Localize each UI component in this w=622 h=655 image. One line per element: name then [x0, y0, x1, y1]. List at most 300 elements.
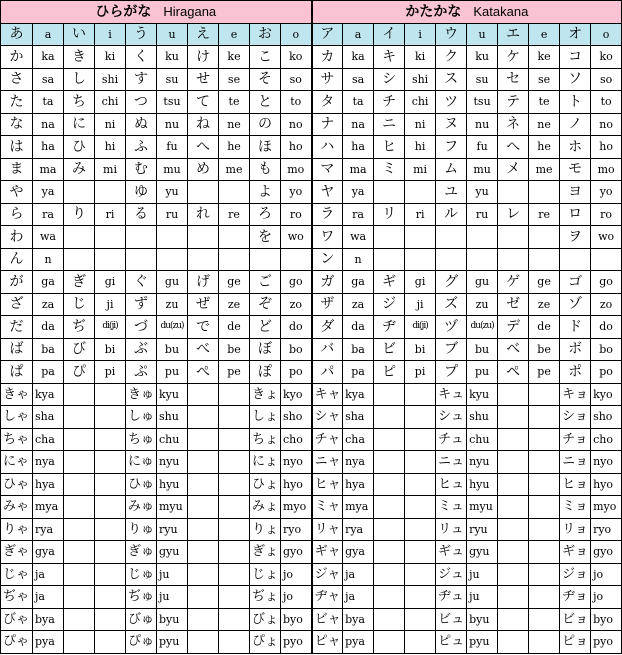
empty-cell	[498, 428, 529, 451]
kana-cell: テ	[498, 91, 529, 114]
empty-cell	[188, 428, 219, 451]
romaji-cell: a	[33, 23, 64, 46]
romaji-cell: ze	[219, 293, 250, 316]
empty-cell	[405, 608, 436, 631]
kana-cell: ヒ	[374, 136, 405, 159]
kana-row	[1, 181, 622, 204]
kana-cell: ヒャ	[312, 473, 343, 496]
kana-cell: ヒョ	[560, 473, 591, 496]
kana-row	[1, 293, 622, 316]
romaji-cell: ja	[343, 563, 374, 586]
romaji-cell: bi	[405, 338, 436, 361]
kana-cell: ぐ	[126, 271, 157, 294]
romaji-cell: du(zu)	[467, 316, 498, 339]
empty-cell	[95, 518, 126, 541]
empty-cell	[64, 608, 95, 631]
romaji-cell: jo	[281, 563, 312, 586]
kana-cell: キャ	[312, 383, 343, 406]
empty-cell	[219, 428, 250, 451]
romaji-cell: byu	[467, 608, 498, 631]
romaji-cell	[405, 226, 436, 249]
kana-row	[1, 248, 622, 271]
empty-cell	[188, 608, 219, 631]
kana-cell	[436, 248, 467, 271]
kana-cell: ロ	[560, 203, 591, 226]
romaji-cell: zu	[157, 293, 188, 316]
romaji-cell: go	[591, 271, 622, 294]
kana-cell: ざ	[1, 293, 33, 316]
romaji-cell: be	[529, 338, 560, 361]
romaji-cell: chi	[95, 91, 126, 114]
kana-cell: げ	[188, 271, 219, 294]
empty-cell	[374, 383, 405, 406]
romaji-cell: sha	[343, 406, 374, 429]
kana-cell: ホ	[560, 136, 591, 159]
kana-cell: ム	[436, 158, 467, 181]
romaji-cell: ja	[33, 586, 64, 609]
empty-cell	[405, 631, 436, 654]
empty-cell	[219, 541, 250, 564]
romaji-cell: nu	[467, 113, 498, 136]
kana-cell: リャ	[312, 518, 343, 541]
kana-cell: ル	[436, 203, 467, 226]
romaji-cell: nya	[343, 451, 374, 474]
romaji-cell: da	[33, 316, 64, 339]
kana-cell: パ	[312, 361, 343, 384]
romaji-cell: he	[219, 136, 250, 159]
kana-cell: ジャ	[312, 563, 343, 586]
kana-cell: しゃ	[1, 406, 33, 429]
kana-cell: にょ	[250, 451, 281, 474]
kana-cell: ヂャ	[312, 586, 343, 609]
kana-cell	[374, 181, 405, 204]
empty-cell	[95, 631, 126, 654]
romaji-cell: kya	[343, 383, 374, 406]
romaji-cell: du(zu)	[157, 316, 188, 339]
kana-cell: ぬ	[126, 113, 157, 136]
romaji-cell: ko	[591, 46, 622, 69]
youon-row	[1, 451, 622, 474]
romaji-cell: se	[219, 68, 250, 91]
kana-cell: つ	[126, 91, 157, 114]
kana-cell: ひ	[64, 136, 95, 159]
empty-cell	[95, 586, 126, 609]
kana-cell: にゅ	[126, 451, 157, 474]
romaji-cell: bo	[591, 338, 622, 361]
romaji-cell: pu	[157, 361, 188, 384]
romaji-cell: no	[591, 113, 622, 136]
romaji-cell: pa	[343, 361, 374, 384]
romaji-cell: hi	[95, 136, 126, 159]
kana-cell: ペ	[498, 361, 529, 384]
romaji-cell: he	[529, 136, 560, 159]
youon-row	[1, 428, 622, 451]
romaji-cell: chu	[157, 428, 188, 451]
kana-cell: ヤ	[312, 181, 343, 204]
kana-cell: ひゃ	[1, 473, 33, 496]
kana-cell: ほ	[250, 136, 281, 159]
kana-cell: チョ	[560, 428, 591, 451]
romaji-cell: mu	[157, 158, 188, 181]
romaji-cell: shu	[157, 406, 188, 429]
kana-cell: にゃ	[1, 451, 33, 474]
romaji-cell: zo	[281, 293, 312, 316]
kana-cell	[498, 226, 529, 249]
romaji-cell: gyo	[281, 541, 312, 564]
romaji-cell: re	[219, 203, 250, 226]
romaji-cell: ru	[467, 203, 498, 226]
kana-cell: あ	[1, 23, 33, 46]
empty-cell	[405, 586, 436, 609]
empty-cell	[498, 541, 529, 564]
romaji-cell: shu	[467, 406, 498, 429]
kana-cell: レ	[498, 203, 529, 226]
romaji-cell: go	[281, 271, 312, 294]
romaji-cell	[529, 248, 560, 271]
youon-row	[1, 541, 622, 564]
kana-cell: の	[250, 113, 281, 136]
kana-cell: ぼ	[250, 338, 281, 361]
romaji-cell: hi	[405, 136, 436, 159]
romaji-cell: gu	[467, 271, 498, 294]
romaji-cell: ni	[95, 113, 126, 136]
empty-cell	[64, 473, 95, 496]
kana-cell: ちょ	[250, 428, 281, 451]
empty-cell	[188, 586, 219, 609]
kana-cell: ギ	[374, 271, 405, 294]
kana-cell: ベ	[498, 338, 529, 361]
kana-cell: ど	[250, 316, 281, 339]
kana-cell: ビョ	[560, 608, 591, 631]
romaji-cell: gyu	[157, 541, 188, 564]
empty-cell	[498, 631, 529, 654]
romaji-cell: myo	[281, 496, 312, 519]
kana-row	[1, 203, 622, 226]
kana-cell: ぎ	[64, 271, 95, 294]
youon-row	[1, 406, 622, 429]
romaji-cell: ke	[219, 46, 250, 69]
kana-cell: と	[250, 91, 281, 114]
kana-cell	[126, 248, 157, 271]
kana-cell: べ	[188, 338, 219, 361]
romaji-cell: ma	[343, 158, 374, 181]
empty-cell	[405, 496, 436, 519]
empty-cell	[529, 383, 560, 406]
empty-cell	[188, 518, 219, 541]
kana-cell: だ	[1, 316, 33, 339]
kana-cell: む	[126, 158, 157, 181]
romaji-cell: jo	[281, 586, 312, 609]
empty-cell	[188, 383, 219, 406]
romaji-cell: myu	[157, 496, 188, 519]
kana-row	[1, 316, 622, 339]
romaji-cell: a	[343, 23, 374, 46]
romaji-cell: ku	[157, 46, 188, 69]
romaji-cell: de	[529, 316, 560, 339]
empty-cell	[529, 451, 560, 474]
empty-cell	[64, 451, 95, 474]
romaji-cell: ki	[405, 46, 436, 69]
romaji-cell	[95, 226, 126, 249]
romaji-cell: gyu	[467, 541, 498, 564]
romaji-cell: sha	[33, 406, 64, 429]
kana-cell: ご	[250, 271, 281, 294]
romaji-cell: cha	[343, 428, 374, 451]
kana-cell: ぺ	[188, 361, 219, 384]
empty-cell	[64, 428, 95, 451]
romaji-cell: cha	[33, 428, 64, 451]
kana-cell: ぶ	[126, 338, 157, 361]
empty-cell	[529, 563, 560, 586]
empty-cell	[405, 451, 436, 474]
empty-cell	[374, 541, 405, 564]
romaji-cell: se	[529, 68, 560, 91]
romaji-cell: pyo	[591, 631, 622, 654]
romaji-cell: n	[33, 248, 64, 271]
empty-cell	[64, 541, 95, 564]
kana-cell: みょ	[250, 496, 281, 519]
empty-cell	[529, 406, 560, 429]
romaji-cell: mya	[343, 496, 374, 519]
kana-cell: ヂ	[374, 316, 405, 339]
romaji-cell: u	[157, 23, 188, 46]
kana-cell: ノ	[560, 113, 591, 136]
kana-cell: ヂョ	[560, 586, 591, 609]
empty-cell	[498, 451, 529, 474]
romaji-cell: o	[281, 23, 312, 46]
kana-cell: ガ	[312, 271, 343, 294]
empty-cell	[529, 608, 560, 631]
empty-cell	[95, 608, 126, 631]
romaji-cell: di(ji)	[405, 316, 436, 339]
kana-row	[1, 158, 622, 181]
kana-cell: デ	[498, 316, 529, 339]
romaji-cell: pe	[219, 361, 250, 384]
romaji-cell: shi	[405, 68, 436, 91]
romaji-cell: gya	[33, 541, 64, 564]
empty-cell	[64, 383, 95, 406]
kana-cell: プ	[436, 361, 467, 384]
kana-cell: リ	[374, 203, 405, 226]
romaji-cell: de	[219, 316, 250, 339]
romaji-cell: za	[33, 293, 64, 316]
kana-cell: け	[188, 46, 219, 69]
empty-cell	[219, 496, 250, 519]
kana-row	[1, 136, 622, 159]
romaji-cell: ju	[157, 563, 188, 586]
romaji-cell: chi	[405, 91, 436, 114]
kana-cell: ハ	[312, 136, 343, 159]
romaji-cell: cho	[281, 428, 312, 451]
kana-cell: チュ	[436, 428, 467, 451]
romaji-cell: bu	[157, 338, 188, 361]
kana-cell: ダ	[312, 316, 343, 339]
kana-cell: る	[126, 203, 157, 226]
romaji-cell: yu	[467, 181, 498, 204]
romaji-cell: mi	[405, 158, 436, 181]
romaji-cell	[157, 248, 188, 271]
empty-cell	[95, 496, 126, 519]
kana-cell: ブ	[436, 338, 467, 361]
romaji-cell: fu	[157, 136, 188, 159]
romaji-cell: yo	[591, 181, 622, 204]
kana-cell	[498, 181, 529, 204]
katakana-header	[312, 1, 622, 24]
romaji-cell: hyo	[281, 473, 312, 496]
kana-cell: カ	[312, 46, 343, 69]
romaji-cell: zo	[591, 293, 622, 316]
romaji-cell: kyu	[467, 383, 498, 406]
kana-cell	[560, 248, 591, 271]
chart-title-row	[1, 1, 622, 24]
romaji-cell: ro	[281, 203, 312, 226]
katakana-title-jp: かたかな	[405, 3, 462, 20]
romaji-cell: hya	[33, 473, 64, 496]
kana-cell: ヅ	[436, 316, 467, 339]
kana-cell: りゃ	[1, 518, 33, 541]
kana-cell: ギョ	[560, 541, 591, 564]
romaji-cell: ji	[95, 293, 126, 316]
romaji-cell: ne	[219, 113, 250, 136]
kana-cell: オ	[560, 23, 591, 46]
kana-cell: ぢょ	[250, 586, 281, 609]
kana-cell	[250, 248, 281, 271]
kana-cell: ビュ	[436, 608, 467, 631]
kana-chart-body	[1, 1, 622, 654]
romaji-cell: shi	[95, 68, 126, 91]
kana-cell: じょ	[250, 563, 281, 586]
kana-cell: ぴ	[64, 361, 95, 384]
romaji-cell: e	[219, 23, 250, 46]
kana-cell: に	[64, 113, 95, 136]
romaji-cell: ne	[529, 113, 560, 136]
romaji-cell: pyu	[157, 631, 188, 654]
romaji-cell: sho	[591, 406, 622, 429]
kana-cell: ぢ	[64, 316, 95, 339]
romaji-cell: pa	[33, 361, 64, 384]
kana-cell	[64, 181, 95, 204]
kana-cell: ぴょ	[250, 631, 281, 654]
empty-cell	[374, 473, 405, 496]
romaji-cell: ryo	[281, 518, 312, 541]
romaji-cell	[95, 248, 126, 271]
kana-cell: ゼ	[498, 293, 529, 316]
kana-cell: ぞ	[250, 293, 281, 316]
romaji-cell: ja	[33, 563, 64, 586]
romaji-cell: sa	[343, 68, 374, 91]
romaji-cell: myo	[591, 496, 622, 519]
romaji-cell: ji	[405, 293, 436, 316]
romaji-cell: gyo	[591, 541, 622, 564]
kana-row	[1, 68, 622, 91]
empty-cell	[95, 406, 126, 429]
kana-cell: ジュ	[436, 563, 467, 586]
kana-cell: チャ	[312, 428, 343, 451]
kana-cell	[64, 248, 95, 271]
empty-cell	[219, 518, 250, 541]
kana-cell: え	[188, 23, 219, 46]
empty-cell	[374, 496, 405, 519]
romaji-cell: ya	[33, 181, 64, 204]
romaji-cell: wa	[343, 226, 374, 249]
empty-cell	[64, 563, 95, 586]
kana-cell: ちゃ	[1, 428, 33, 451]
empty-cell	[64, 631, 95, 654]
romaji-cell: pi	[95, 361, 126, 384]
kana-cell: びゃ	[1, 608, 33, 631]
romaji-cell: wo	[281, 226, 312, 249]
kana-cell: せ	[188, 68, 219, 91]
romaji-cell	[467, 226, 498, 249]
kana-cell: りょ	[250, 518, 281, 541]
hiragana-title-en: Hiragana	[163, 3, 217, 19]
empty-cell	[529, 496, 560, 519]
kana-cell	[188, 248, 219, 271]
romaji-cell: jo	[591, 586, 622, 609]
kana-cell: ま	[1, 158, 33, 181]
kana-cell: ショ	[560, 406, 591, 429]
kana-cell: ラ	[312, 203, 343, 226]
kana-cell: チ	[374, 91, 405, 114]
romaji-cell: po	[591, 361, 622, 384]
romaji-cell: ga	[343, 271, 374, 294]
empty-cell	[95, 383, 126, 406]
kana-cell: キ	[374, 46, 405, 69]
romaji-cell: me	[529, 158, 560, 181]
empty-cell	[529, 586, 560, 609]
romaji-cell: ri	[95, 203, 126, 226]
kana-cell: ボ	[560, 338, 591, 361]
kana-cell: ちゅ	[126, 428, 157, 451]
kana-cell: ヂュ	[436, 586, 467, 609]
empty-cell	[64, 586, 95, 609]
kana-cell: ソ	[560, 68, 591, 91]
romaji-cell: ri	[405, 203, 436, 226]
kana-cell: バ	[312, 338, 343, 361]
empty-cell	[498, 586, 529, 609]
romaji-cell: so	[591, 68, 622, 91]
kana-cell: は	[1, 136, 33, 159]
kana-cell: い	[64, 23, 95, 46]
romaji-cell	[157, 226, 188, 249]
empty-cell	[498, 473, 529, 496]
kana-cell: ヒュ	[436, 473, 467, 496]
romaji-cell: yu	[157, 181, 188, 204]
kana-cell: シャ	[312, 406, 343, 429]
kana-cell: リュ	[436, 518, 467, 541]
romaji-cell: hyu	[467, 473, 498, 496]
kana-cell: ミ	[374, 158, 405, 181]
kana-cell: ヨ	[560, 181, 591, 204]
kana-cell: ウ	[436, 23, 467, 46]
empty-cell	[405, 563, 436, 586]
romaji-cell: kyo	[591, 383, 622, 406]
kana-cell	[188, 181, 219, 204]
romaji-cell	[95, 181, 126, 204]
kana-cell: エ	[498, 23, 529, 46]
romaji-cell: rya	[33, 518, 64, 541]
kana-cell: フ	[436, 136, 467, 159]
romaji-cell: ta	[33, 91, 64, 114]
romaji-cell: so	[281, 68, 312, 91]
kana-cell	[188, 226, 219, 249]
romaji-cell: fu	[467, 136, 498, 159]
romaji-cell: ryu	[157, 518, 188, 541]
romaji-cell: ba	[33, 338, 64, 361]
kana-cell: ピ	[374, 361, 405, 384]
kana-cell	[374, 248, 405, 271]
kana-cell: ツ	[436, 91, 467, 114]
